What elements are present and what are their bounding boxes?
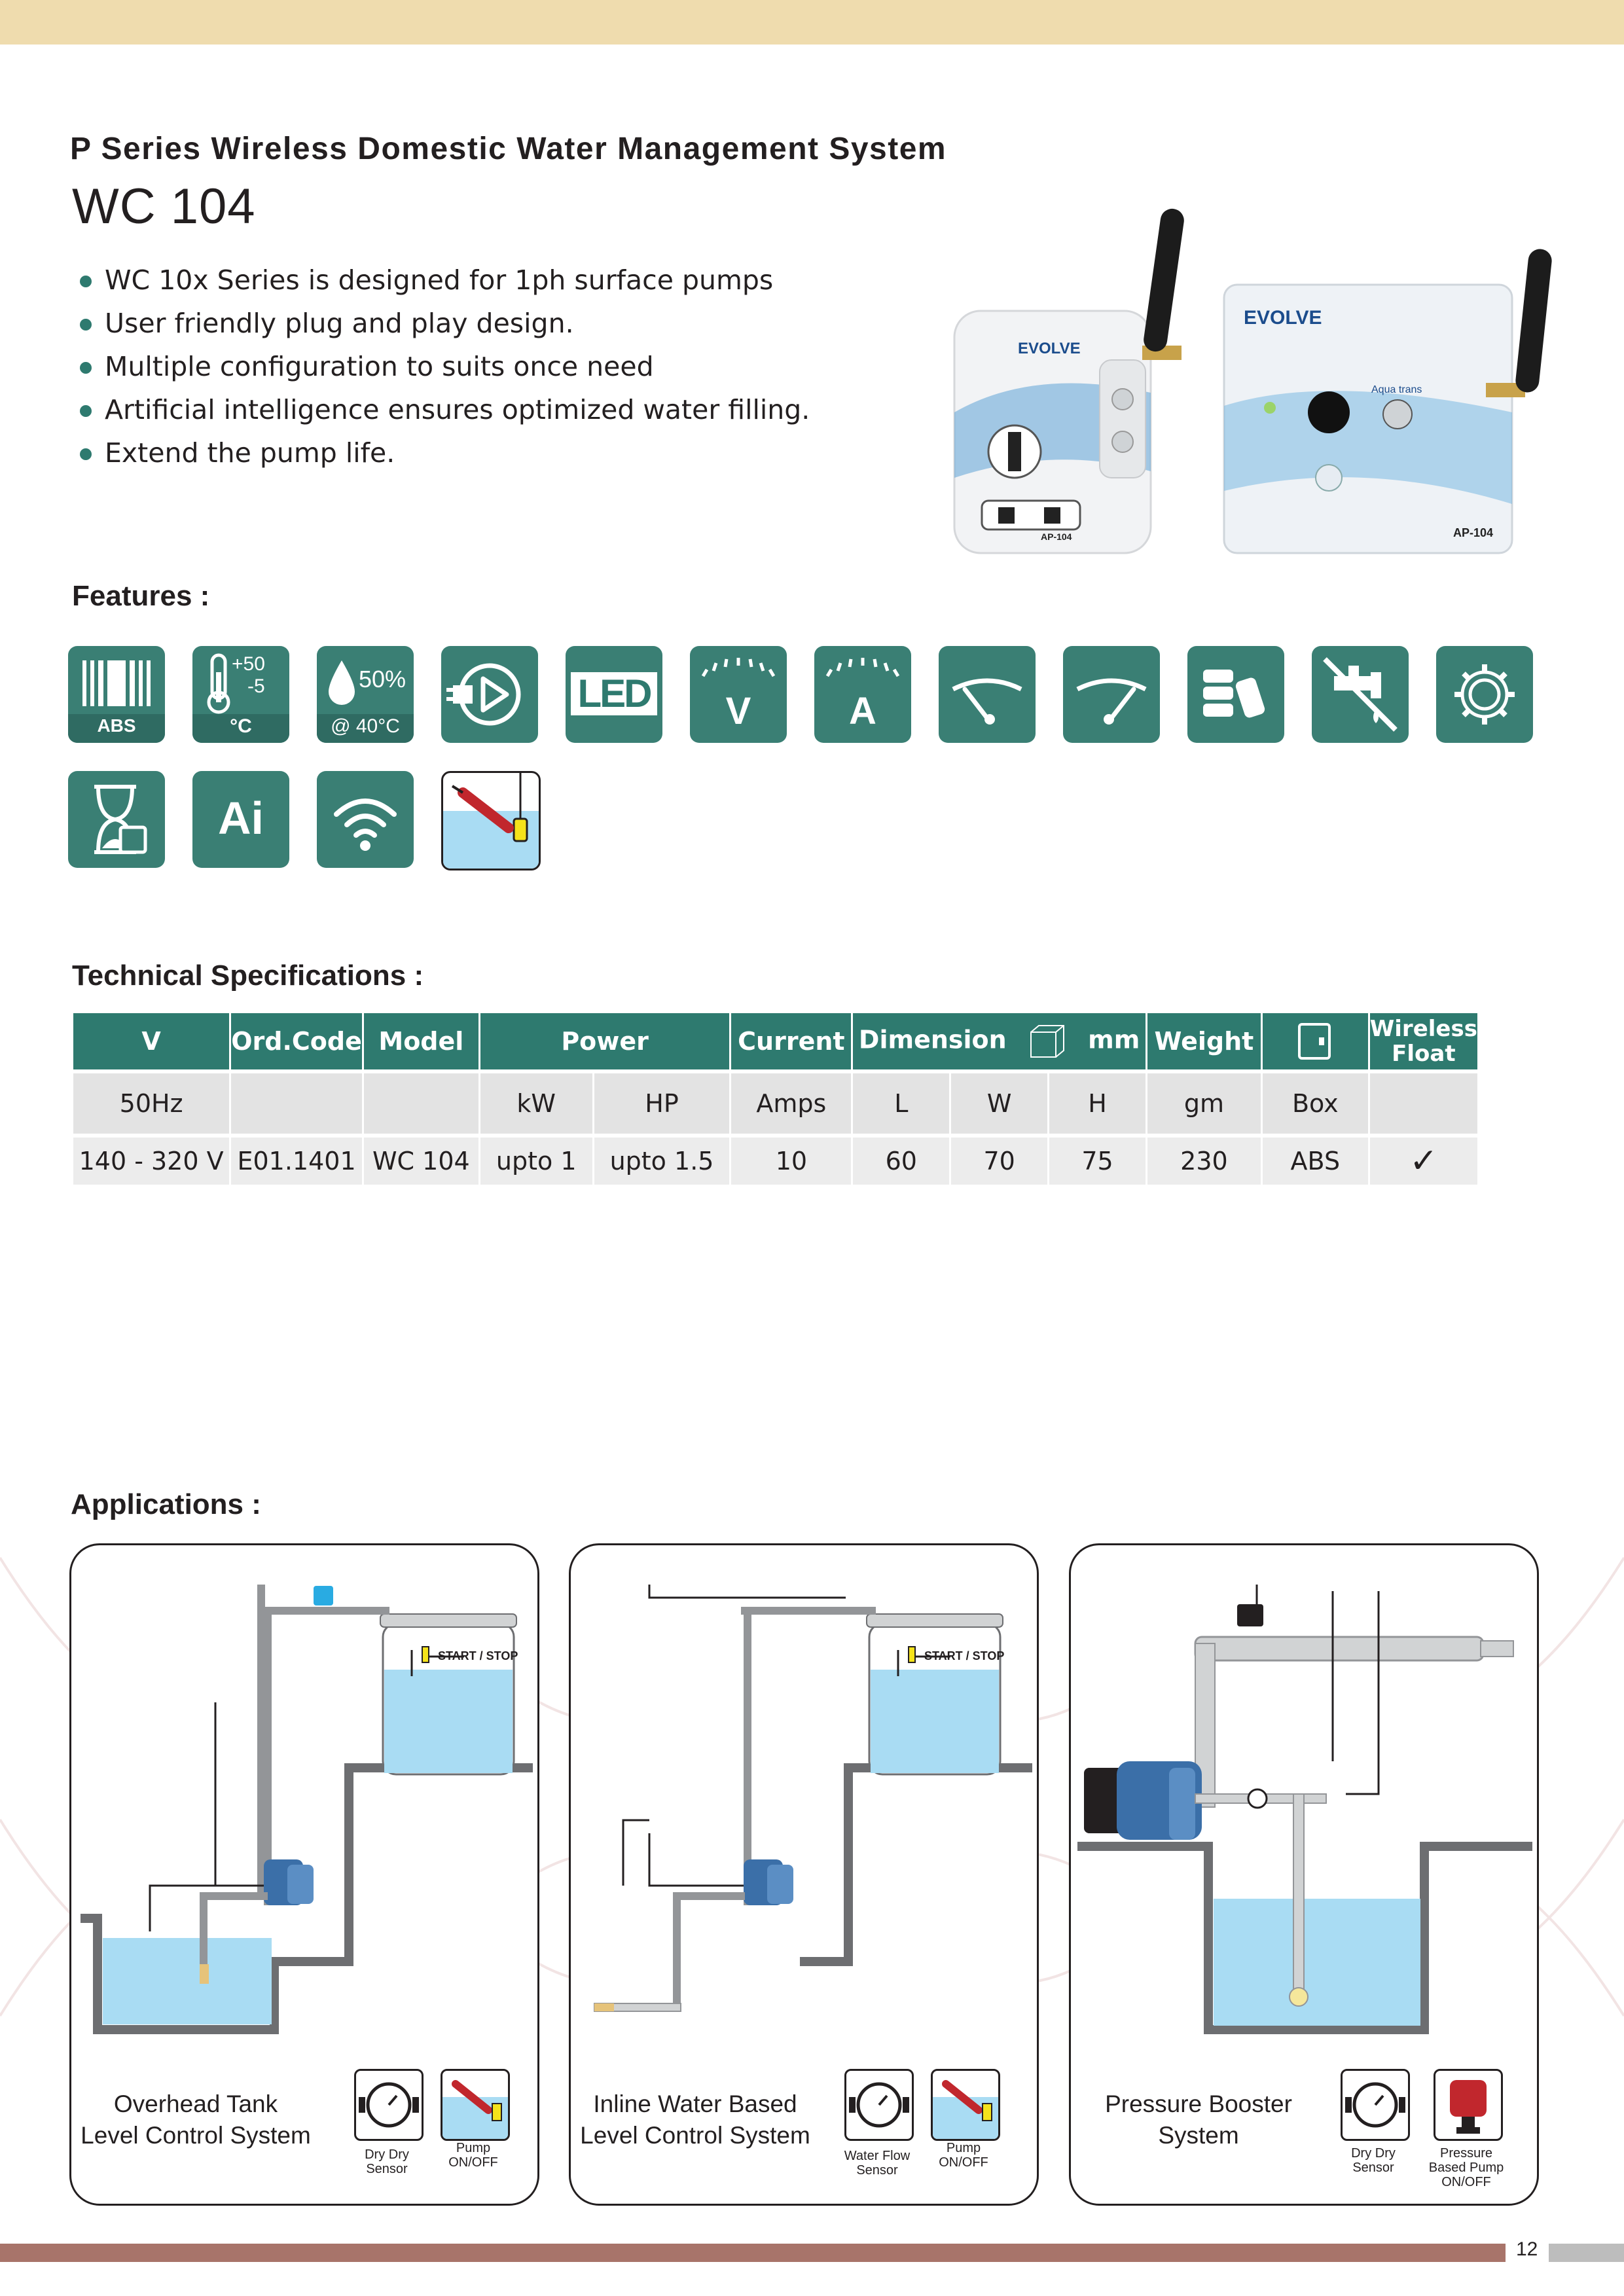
sensor1-caption <box>828 2149 926 2178</box>
caption-line: Pump <box>946 2141 981 2155</box>
application-panel-overhead-tank <box>69 1543 539 2206</box>
application-title <box>1071 2089 1326 2151</box>
temperature-unit: °C <box>230 715 252 737</box>
spec-header-row <box>73 1013 1479 1069</box>
ai-icon <box>192 771 289 868</box>
voltmeter-icon <box>690 646 787 743</box>
underload-gauge-icon <box>939 646 1036 743</box>
caption-line: Dry Dry <box>365 2147 409 2162</box>
humidity-value: 50% <box>359 666 406 692</box>
caption-line: Sensor <box>1352 2161 1394 2175</box>
caption-line: ON/OFF <box>1441 2175 1491 2189</box>
left-device-label: AP-104 <box>1041 531 1072 542</box>
checkmark-icon: ✓ <box>1369 1138 1478 1185</box>
spec-header-dimension <box>852 1013 1147 1069</box>
spec-cell: L <box>852 1073 950 1134</box>
right-device-tag: Aqua trans <box>1371 384 1422 395</box>
spec-cell: Box <box>1261 1073 1369 1134</box>
ammeter-label: A <box>849 690 876 732</box>
plug-play-icon <box>441 646 538 743</box>
spec-cell-box: ABS <box>1261 1138 1369 1185</box>
product-devices-illustration <box>936 196 1564 563</box>
spec-cell: H <box>1049 1073 1147 1134</box>
model-name: WC 104 <box>72 179 256 234</box>
right-device-label: AP-104 <box>1453 526 1494 539</box>
storage-icon <box>1187 646 1284 743</box>
page-title: P Series Wireless Domestic Water Management System <box>70 132 947 166</box>
caption-line: Pump <box>456 2141 491 2155</box>
wifi-icon <box>317 771 414 868</box>
temperature-min: -5 <box>247 675 265 697</box>
caption-line: Dry Dry <box>1351 2146 1396 2161</box>
spec-header-power: Power <box>479 1013 731 1069</box>
spec-value-row <box>73 1138 1479 1185</box>
box-dimension-icon <box>1024 1022 1070 1061</box>
specs-heading: Technical Specifications : <box>72 960 424 992</box>
spec-subheader-row <box>73 1073 1479 1134</box>
spec-header-box <box>1261 1013 1369 1069</box>
spec-cell <box>230 1073 363 1134</box>
spec-cell-voltage: 140 - 320 V <box>73 1138 230 1185</box>
spec-cell: HP <box>593 1073 731 1134</box>
spec-cell: 50Hz <box>73 1073 230 1134</box>
ammeter-icon <box>814 646 911 743</box>
float-switch-icon <box>931 2069 1000 2141</box>
application-title <box>71 2089 320 2151</box>
page-number: 12 <box>1516 2238 1538 2260</box>
spec-cell: kW <box>479 1073 593 1134</box>
spec-cell-width: 70 <box>950 1138 1049 1185</box>
enclosure-box-icon <box>1294 1020 1336 1062</box>
spec-cell-order-code: E01.1401 <box>230 1138 363 1185</box>
spec-header-model: Model <box>363 1013 479 1069</box>
application-title-line1: Pressure Booster <box>1105 2090 1292 2117</box>
overload-gauge-icon <box>1063 646 1160 743</box>
spec-cell-current: 10 <box>731 1138 852 1185</box>
led-icon <box>566 646 662 743</box>
caption-line: ON/OFF <box>448 2155 498 2170</box>
sensor2-caption <box>424 2141 522 2170</box>
spec-header-order-code: Ord.Code <box>230 1013 363 1069</box>
spec-cell: Amps <box>731 1073 852 1134</box>
spec-header-voltage: V <box>73 1013 230 1069</box>
abs-icon <box>68 646 165 743</box>
bullet-item: Extend the pump life. <box>77 431 810 475</box>
timer-hourglass-icon <box>68 771 165 868</box>
spec-header-current: Current <box>731 1013 852 1069</box>
sensor2-caption <box>914 2141 1013 2170</box>
start-stop-label: START / STOP <box>438 1649 518 1662</box>
bullet-item: Multiple configuration to suits once need <box>77 345 810 388</box>
led-label: LED <box>577 672 651 715</box>
voltmeter-label: V <box>725 690 751 732</box>
spec-table <box>73 1013 1479 1185</box>
caption-line: Based Pump <box>1428 2161 1504 2175</box>
float-switch-icon <box>441 771 541 870</box>
spec-cell: W <box>950 1073 1049 1134</box>
spec-cell: gm <box>1146 1073 1261 1134</box>
application-panel-inline-water <box>569 1543 1039 2206</box>
application-title-line1: Overhead Tank <box>113 2090 278 2117</box>
water-flow-sensor-icon <box>844 2069 914 2141</box>
spec-cell-hp: upto 1.5 <box>593 1138 731 1185</box>
footer-band-end <box>1549 2244 1624 2262</box>
application-panel-pressure-booster <box>1069 1543 1539 2206</box>
start-stop-label: START / STOP <box>924 1649 1005 1662</box>
spec-cell-model: WC 104 <box>363 1138 479 1185</box>
settings-gear-icon <box>1436 646 1533 743</box>
bullet-item: WC 10x Series is designed for 1ph surface pumps <box>77 259 810 302</box>
spec-cell <box>363 1073 479 1134</box>
caption-line: Sensor <box>856 2163 898 2178</box>
features-heading: Features : <box>72 580 210 612</box>
sensor2-caption <box>1417 2146 1515 2189</box>
right-device-brand: EVOLVE <box>1244 307 1322 329</box>
product-photo <box>936 196 1564 563</box>
caption-line: Pressure <box>1439 2146 1493 2161</box>
dry-run-sensor-icon <box>354 2069 424 2141</box>
caption-line: Water Flow <box>844 2149 911 2163</box>
footer-band <box>0 2244 1506 2262</box>
dimension-unit: mm <box>1088 1025 1140 1054</box>
application-title <box>571 2089 820 2151</box>
humidity-icon <box>317 646 414 743</box>
bullet-item: Artificial intelligence ensures optimized water filling. <box>77 388 810 431</box>
bullet-item: User friendly plug and play design. <box>77 302 810 345</box>
applications-heading: Applications : <box>71 1488 261 1520</box>
caption-line: Sensor <box>366 2162 408 2176</box>
temperature-max: +50 <box>232 653 265 675</box>
spec-cell-kw: upto 1 <box>479 1138 593 1185</box>
spec-cell-height: 75 <box>1049 1138 1147 1185</box>
caption-line: ON/OFF <box>939 2155 988 2170</box>
application-title-line1: Inline Water Based <box>593 2090 797 2117</box>
spec-header-weight: Weight <box>1146 1013 1261 1069</box>
sensor1-caption <box>1324 2146 1422 2175</box>
dry-run-protection-icon <box>1312 646 1409 743</box>
feature-bullets <box>77 259 810 475</box>
humidity-temperature: @ 40°C <box>331 715 400 737</box>
spec-cell-length: 60 <box>852 1138 950 1185</box>
sensor1-caption <box>338 2147 436 2176</box>
spec-cell-weight: 230 <box>1146 1138 1261 1185</box>
top-band <box>0 0 1624 45</box>
dimension-label: Dimension <box>858 1025 1007 1054</box>
spec-cell <box>1369 1073 1478 1134</box>
temperature-icon <box>192 646 289 743</box>
application-title-line2: System <box>1158 2122 1239 2149</box>
application-title-line2: Level Control System <box>580 2122 810 2149</box>
ai-label: Ai <box>218 793 264 844</box>
abs-label: ABS <box>97 715 136 736</box>
float-switch-icon <box>441 2069 510 2141</box>
application-title-line2: Level Control System <box>81 2122 311 2149</box>
spec-header-wireless-float: Wireless Float <box>1369 1013 1478 1069</box>
dry-run-sensor-icon <box>1341 2069 1410 2141</box>
left-device-brand: EVOLVE <box>1018 340 1081 357</box>
pressure-switch-icon <box>1434 2069 1503 2141</box>
